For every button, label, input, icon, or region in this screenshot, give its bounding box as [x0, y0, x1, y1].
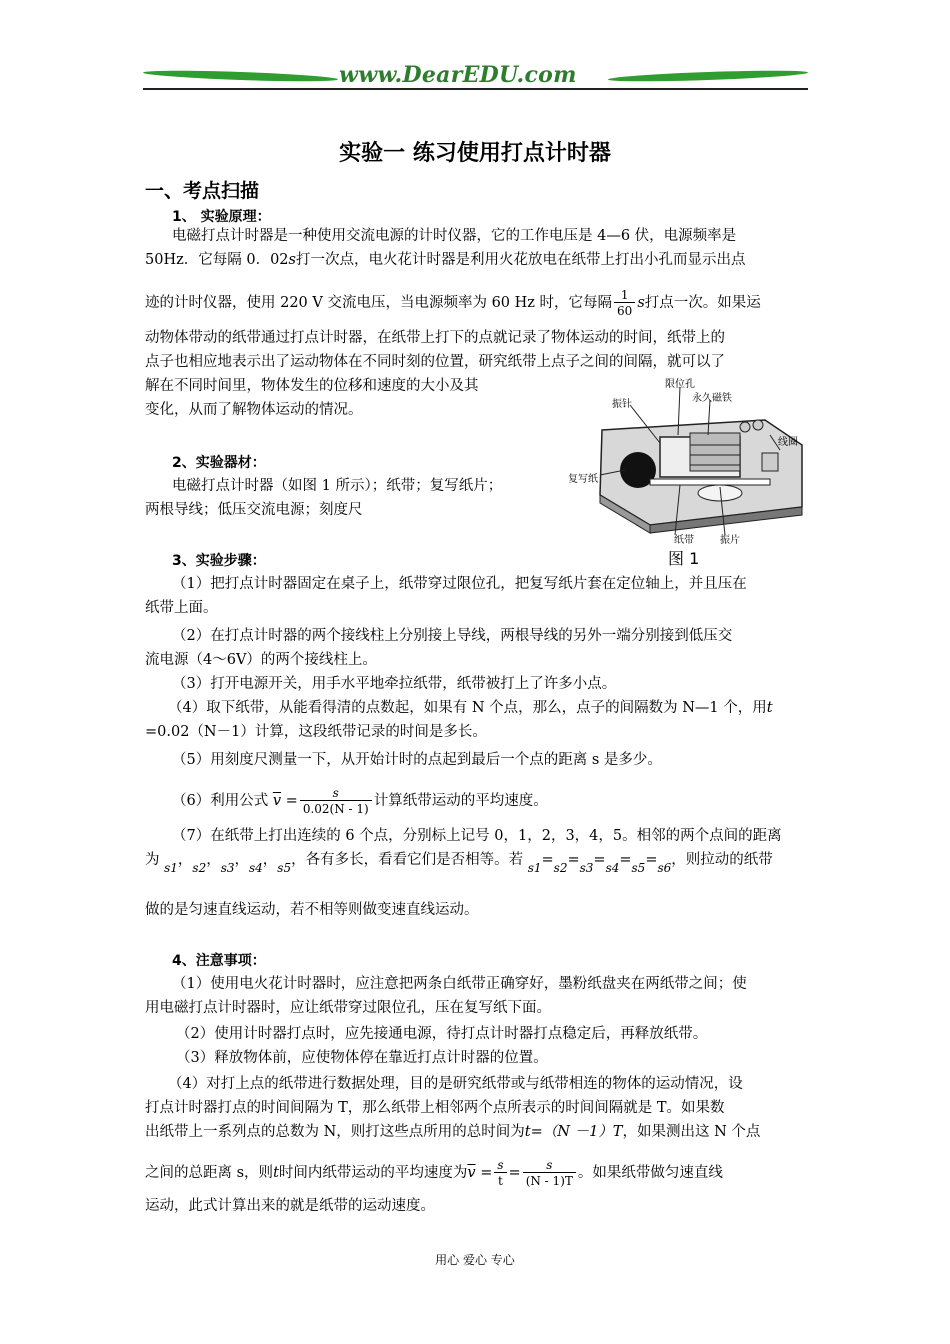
principle-line-6: 解在不同时间里，物体发生的位移和速度的大小及其 — [145, 378, 479, 394]
label-coil: 线圈 — [778, 437, 798, 448]
step-2-line-2: 流电源（4～6V）的两个接线柱上。 — [145, 652, 377, 668]
page-title: 实验一 练习使用打点计时器 — [339, 141, 611, 166]
step-5: （5）用刻度尺测量一下，从开始计时的点起到最后一个点的距离 s 是多少。 — [172, 752, 662, 768]
note-4-line-4: 之间的总距离 s，则t时间内纸带运动的平均速度为$\overline{v}$ = $\frac{s}{t}$ = $\frac{s}{(N - 1)T}$ 。如果纸带做匀速直线 — [145, 1158, 723, 1188]
timer-diagram — [568, 375, 808, 570]
label-carbon-paper: 复写纸 — [568, 474, 598, 485]
avg-velocity-fraction-2: $\frac{s}{(N - 1)T}$ — [523, 1158, 576, 1188]
page-footer: 用心 爱心 专心 — [435, 1253, 515, 1267]
step-7-line-2: 为 s1，s2，s3，s4，s5，各有多长，看看它们是否相等。若 s1=s2=s3=s4=s5=s6，则拉动的纸带 — [145, 852, 773, 875]
note-4-line-5: 运动，此式计算出来的就是纸带的运动速度。 — [145, 1198, 435, 1214]
equipment-line-1: 电磁打点计时器（如图 1 所示）；纸带；复写纸片； — [172, 478, 503, 494]
page-header — [143, 62, 808, 94]
subheading-steps: 3、实验步骤： — [172, 553, 266, 569]
step-7-line-1: （7）在纸带上打出连续的 6 个点，分别标上记号 0，1，2，3，4，5。相邻的两个点间的距离 — [172, 828, 782, 844]
header-rule — [143, 88, 808, 90]
principle-line-4: 动物体带动的纸带通过打点计时器，在纸带上打下的点就记录了物体运动的时间，纸带上的 — [145, 330, 725, 346]
step-6: （6）利用公式 $\overline{v}$ = $\frac{s}{0.02(N - 1)}$ 计算纸带运动的平均速度。 — [172, 786, 548, 816]
principle-line-3: 迹的计时仪器，使用 220 V 交流电压，当电源频率为 60 Hz 时，它每隔 $\frac{1}{60}$ s打点一次。如果运 — [145, 288, 761, 318]
note-4-line-3: 出纸带上一系列点的总数为 N，则打这些点所用的总时间为t=（N －1）T，如果测出这 N 个点 — [145, 1124, 761, 1140]
step-4-line-1: （4）取下纸带，从能看得清的点数起，如果有 N 个点，那么，点子的间隔数为 N—1 个，用t — [168, 700, 773, 716]
label-tape: 纸带 — [674, 535, 694, 546]
note-2: （2）使用计时器打点时，应先接通电源，待打点计时器打点稳定后，再释放纸带。 — [176, 1026, 708, 1042]
avg-velocity-fraction-1: $\frac{s}{t}$ — [494, 1158, 506, 1188]
section-heading: 一、考点扫描 — [145, 180, 260, 202]
step-4-line-2: =0.02（N－1）计算，这段纸带记录的时间是多长。 — [145, 724, 487, 740]
label-vibrating-plate: 振片 — [720, 535, 740, 546]
figure-caption: 图 1 — [668, 549, 700, 568]
note-3: （3）释放物体前，应使物体停在靠近打点计时器的位置。 — [176, 1050, 548, 1066]
subheading-principle: 1、 实验原理： — [172, 209, 271, 225]
label-magnet: 永久磁铁 — [692, 393, 732, 404]
principle-line-7: 变化，从而了解物体运动的情况。 — [145, 402, 363, 418]
step-2-line-1: （2）在打点计时器的两个接线柱上分别接上导线，两根导线的另外一端分别接到低压交 — [172, 628, 733, 644]
note-1-line-2: 用电磁打点计时器时，应让纸带穿过限位孔，压在复写纸下面。 — [145, 1000, 551, 1016]
note-4-line-1: （4）对打上点的纸带进行数据处理，目的是研究纸带或与纸带相连的物体的运动情况，设 — [168, 1076, 743, 1092]
principle-line-2: 50Hz．它每隔 0．02s打一次点，电火花计时器是利用火花放电在纸带上打出小孔而显示出点 — [145, 252, 746, 268]
step-7-line-3: 做的是匀速直线运动，若不相等则做变速直线运动。 — [145, 902, 479, 918]
principle-line-5: 点子也相应地表示出了运动物体在不同时刻的位置，研究纸带上点子之间的间隔，就可以了 — [145, 354, 725, 370]
header-right-swoosh — [608, 69, 808, 84]
velocity-formula: $\frac{s}{0.02(N - 1)}$ — [300, 786, 372, 816]
header-left-swoosh — [143, 69, 338, 84]
one-sixtieth-fraction: $\frac{1}{60}$ — [614, 288, 635, 318]
step-1-line-1: （1）把打点计时器固定在桌子上，纸带穿过限位孔，把复写纸片套在定位轴上，并且压在 — [172, 576, 747, 592]
step-1-line-2: 纸带上面。 — [145, 600, 218, 616]
note-4-line-2: 打点计时器打点的时间间隔为 T，那么纸带上相邻两个点所表示的时间间隔就是 T。如果数 — [145, 1100, 725, 1116]
site-logo-text[interactable]: www.DearEDU.com — [339, 62, 577, 88]
subheading-equipment: 2、实验器材： — [172, 455, 266, 471]
step-3: （3）打开电源开关，用手水平地牵拉纸带，纸带被打上了许多小点。 — [172, 676, 617, 692]
note-1-line-1: （1）使用电火花计时器时，应注意把两条白纸带正确穿好，墨粉纸盘夹在两纸带之间；使 — [172, 976, 747, 992]
label-limit-hole: 限位孔 — [665, 379, 695, 390]
subheading-notes: 4、注意事项： — [172, 953, 266, 969]
principle-line-1: 电磁打点计时器是一种使用交流电源的计时仪器，它的工作电压是 4—6 伏，电源频率是 — [172, 228, 737, 244]
label-needle: 振针 — [612, 399, 632, 410]
equipment-line-2: 两根导线；低压交流电源；刻度尺 — [145, 502, 363, 518]
